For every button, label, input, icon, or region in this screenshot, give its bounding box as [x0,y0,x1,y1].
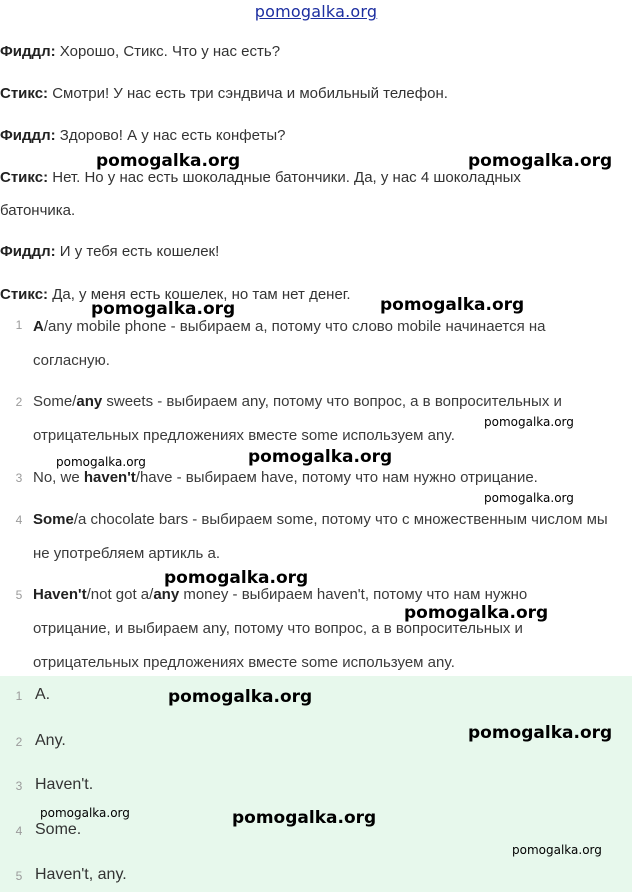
watermark: pomogalka.org [164,568,309,588]
item-number: 5 [15,588,23,602]
answer-number: 1 [15,689,23,703]
watermark: pomogalka.org [96,151,241,171]
speaker-name: Фиддл [0,43,51,60]
dialog-text: Смотри! У нас есть три сэндвича и мобильный телефон. [48,85,448,102]
answer-text: Haven't. [35,776,94,793]
speaker-name: Стикс: [0,85,49,102]
text-post: /any mobile phone - выбираем a, потому что слово mobile начинается на согласную. [33,318,546,369]
speaker-name: Стикс [0,169,44,186]
item-number: 3 [15,471,23,485]
answer-bold: haven't [83,469,136,486]
text-post: /have - выбираем have, потому что нам нужно отрицание. [135,469,538,486]
dialog-line [0,77,620,110]
item-number: 2 [15,395,23,409]
answer-bold: Haven't [33,586,87,603]
text-post: money - выбираем haven't, потому что нам нужно отрицание, и выбираем any, потому что вопрос, а в вопросительных и отрицательных предложениях вместе some используем any. [33,586,528,671]
watermark: pomogalka.org [404,603,549,623]
dialog-text: Да, у меня есть кошелек, но там нет денег. [48,286,351,303]
answer-bold: A [33,318,44,335]
dialog-line [0,235,620,268]
dialog-line [0,35,620,68]
text-post: /not got a/ [86,586,154,603]
text-post: /a chocolate bars - выбираем some, потому что с множественным числом мы не употребляем артикль a. [33,511,608,562]
answer-text: Haven't, any. [35,866,127,883]
dialog-text: Хорошо, Стикс. Что у нас есть? [55,43,281,60]
text-post: sweets - выбираем any, потому что вопрос, а в вопросительных и отрицательных предложениях вместе some используем any. [33,393,562,444]
watermark: pomogalka.org [56,455,146,469]
answer-bold: any [76,393,103,410]
watermark: pomogalka.org [232,808,377,828]
dialog-text: Здорово! А у нас есть конфеты? [55,127,286,144]
answer-text: A. [35,686,51,703]
answer-text: Some. [35,821,82,838]
dialog-text: И у тебя есть кошелек! [55,243,220,260]
watermark: pomogalka.org [40,806,130,820]
dialog-text: Нет. Но у нас есть шоколадные батончики. Да, у нас 4 шоколадных батончика. [0,169,521,219]
watermark: pomogalka.org [168,687,313,707]
watermark: pomogalka.org [380,295,525,315]
text-pre: No, we [33,469,84,486]
watermark: pomogalka.org [484,415,574,429]
speaker-name: Фиддл [0,127,51,144]
watermark: pomogalka.org [248,447,393,467]
answer-number: 3 [15,779,23,793]
speaker-sep: : [50,127,56,144]
watermark: pomogalka.org [484,491,574,505]
item-text [33,578,598,680]
item-text [33,310,623,378]
answer-bold: any [153,586,180,603]
site-header-link[interactable]: pomogalka.org [254,2,378,21]
answer-bold: Some [33,511,74,528]
answers-box [0,676,632,892]
item-number: 1 [15,318,23,332]
watermark: pomogalka.org [468,151,613,171]
answer-number: 2 [15,735,23,749]
item-text [33,503,608,571]
dialog-line [0,119,620,152]
answer-text: Any. [35,732,66,749]
answer-number: 5 [15,869,23,883]
item-number: 4 [15,513,23,527]
text-pre: Some/ [33,393,77,410]
watermark: pomogalka.org [512,843,602,857]
speaker-sep: : [50,43,56,60]
speaker-name: Стикс: [0,286,49,303]
watermark: pomogalka.org [468,723,613,743]
answer-number: 4 [15,824,23,838]
speaker-name: Фиддл [0,243,51,260]
watermark: pomogalka.org [91,299,236,319]
speaker-sep: : [43,169,49,186]
speaker-sep: : [50,243,56,260]
